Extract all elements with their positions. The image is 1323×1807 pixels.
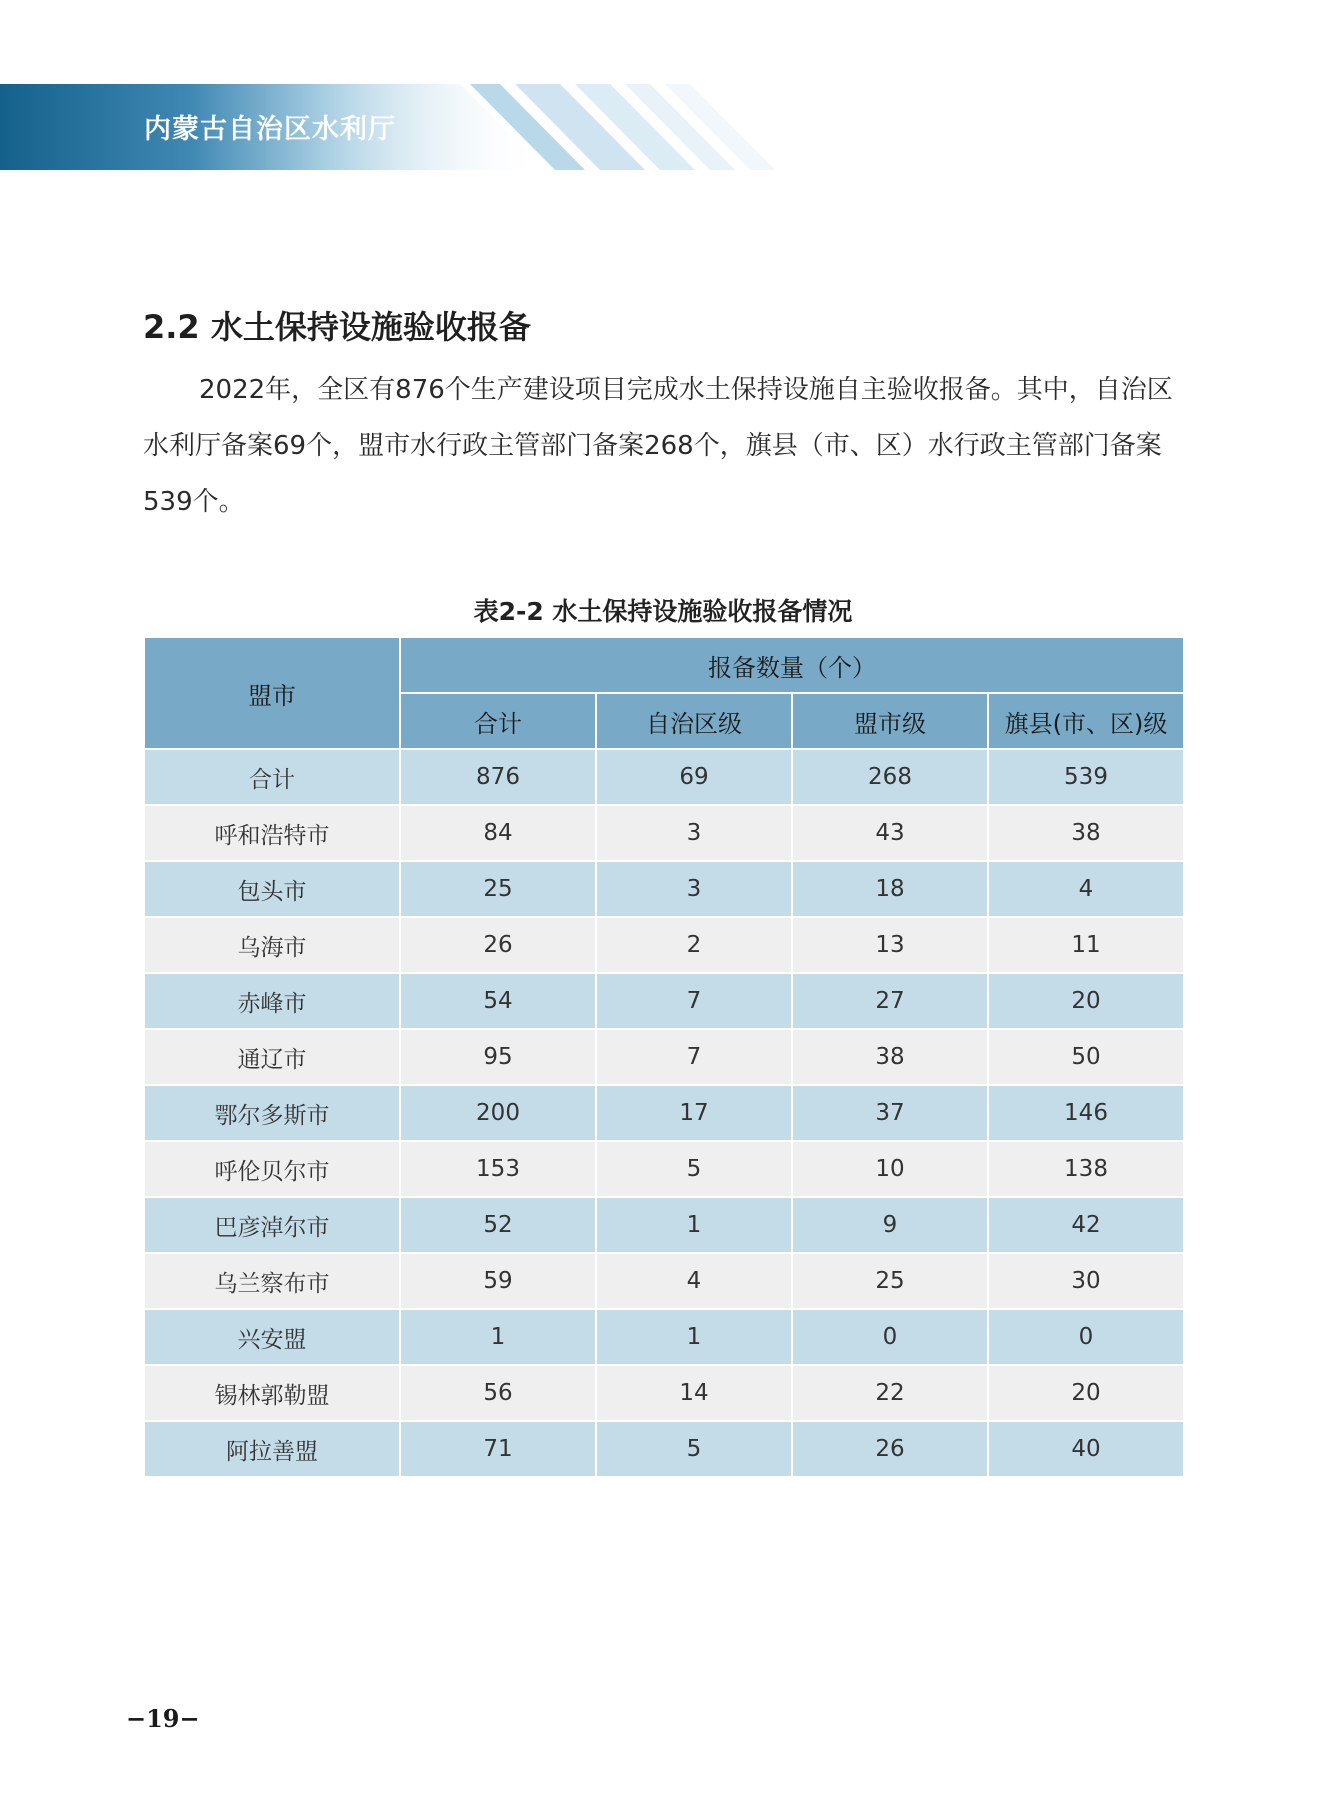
cell-value: 17: [596, 1085, 792, 1141]
header-region: 盟市: [144, 637, 400, 749]
header-title: 内蒙古自治区水利厅: [144, 114, 396, 145]
cell-value: 26: [792, 1421, 988, 1477]
cell-value: 14: [596, 1365, 792, 1421]
cell-value: 200: [400, 1085, 596, 1141]
header-group: 报备数量（个）: [400, 637, 1184, 693]
table-row: [144, 1029, 1184, 1085]
table-row: [144, 861, 1184, 917]
body-text: [143, 362, 1187, 530]
cell-value: 20: [988, 1365, 1184, 1421]
table-row: [144, 1253, 1184, 1309]
data-table: [143, 636, 1185, 1478]
cell-value: 18: [792, 861, 988, 917]
cell-value: 0: [792, 1309, 988, 1365]
cell-value: 7: [596, 1029, 792, 1085]
body-paragraph: 2022年，全区有876个生产建设项目完成水土保持设施自主验收报备。其中，自治区水利厅备案69个，盟市水行政主管部门备案268个，旗县（市、区）水行政主管部门备案539个。: [143, 375, 1173, 517]
cell-value: 43: [792, 805, 988, 861]
cell-value: 0: [988, 1309, 1184, 1365]
cell-region: 呼伦贝尔市: [144, 1141, 400, 1197]
cell-region: 锡林郭勒盟: [144, 1365, 400, 1421]
cell-region: 巴彦淖尔市: [144, 1197, 400, 1253]
cell-value: 3: [596, 861, 792, 917]
cell-value: 40: [988, 1421, 1184, 1477]
cell-value: 56: [400, 1365, 596, 1421]
cell-value: 37: [792, 1085, 988, 1141]
cell-value: 5: [596, 1141, 792, 1197]
cell-value: 38: [988, 805, 1184, 861]
cell-value: 1: [596, 1309, 792, 1365]
table-row: [144, 1085, 1184, 1141]
cell-value: 11: [988, 917, 1184, 973]
cell-value: 52: [400, 1197, 596, 1253]
cell-value: 22: [792, 1365, 988, 1421]
cell-value: 71: [400, 1421, 596, 1477]
cell-value: 10: [792, 1141, 988, 1197]
cell-value: 1: [400, 1309, 596, 1365]
header-county-level: 旗县(市、区)级: [988, 693, 1184, 749]
page-number: −19−: [126, 1704, 200, 1733]
cell-value: 42: [988, 1197, 1184, 1253]
table-row: [144, 805, 1184, 861]
cell-value: 153: [400, 1141, 596, 1197]
cell-value: 59: [400, 1253, 596, 1309]
cell-value: 7: [596, 973, 792, 1029]
cell-value: 27: [792, 973, 988, 1029]
table-caption: 表2-2 水土保持设施验收报备情况: [473, 597, 853, 626]
cell-region: 通辽市: [144, 1029, 400, 1085]
table-row: [144, 1141, 1184, 1197]
cell-value: 26: [400, 917, 596, 973]
cell-value: 9: [792, 1197, 988, 1253]
header-band: [0, 84, 810, 170]
cell-value: 876: [400, 749, 596, 805]
cell-value: 30: [988, 1253, 1184, 1309]
header-region-level: 自治区级: [596, 693, 792, 749]
cell-value: 138: [988, 1141, 1184, 1197]
cell-region: 乌兰察布市: [144, 1253, 400, 1309]
table-body: [144, 749, 1184, 1477]
table-row: [144, 973, 1184, 1029]
header-league-level: 盟市级: [792, 693, 988, 749]
cell-value: 38: [792, 1029, 988, 1085]
cell-value: 539: [988, 749, 1184, 805]
cell-value: 146: [988, 1085, 1184, 1141]
cell-value: 20: [988, 973, 1184, 1029]
cell-region: 呼和浩特市: [144, 805, 400, 861]
cell-region: 赤峰市: [144, 973, 400, 1029]
cell-value: 4: [596, 1253, 792, 1309]
cell-value: 25: [792, 1253, 988, 1309]
cell-value: 4: [988, 861, 1184, 917]
table-row: [144, 1309, 1184, 1365]
cell-value: 1: [596, 1197, 792, 1253]
table-row: [144, 1197, 1184, 1253]
cell-value: 54: [400, 973, 596, 1029]
cell-region: 兴安盟: [144, 1309, 400, 1365]
cell-value: 268: [792, 749, 988, 805]
table-row: [144, 1365, 1184, 1421]
table-row: [144, 917, 1184, 973]
cell-region: 包头市: [144, 861, 400, 917]
cell-value: 69: [596, 749, 792, 805]
cell-value: 50: [988, 1029, 1184, 1085]
table-row: [144, 749, 1184, 805]
cell-value: 84: [400, 805, 596, 861]
cell-value: 95: [400, 1029, 596, 1085]
cell-value: 25: [400, 861, 596, 917]
header-banner-graphic: [0, 84, 810, 170]
table-header-row: [144, 637, 1184, 693]
table-row: [144, 1421, 1184, 1477]
cell-region: 鄂尔多斯市: [144, 1085, 400, 1141]
cell-value: 13: [792, 917, 988, 973]
cell-region: 阿拉善盟: [144, 1421, 400, 1477]
cell-value: 3: [596, 805, 792, 861]
cell-value: 2: [596, 917, 792, 973]
cell-region: 合计: [144, 749, 400, 805]
cell-region: 乌海市: [144, 917, 400, 973]
header-total: 合计: [400, 693, 596, 749]
cell-value: 5: [596, 1421, 792, 1477]
section-heading: 2.2 水土保持设施验收报备: [143, 308, 531, 346]
